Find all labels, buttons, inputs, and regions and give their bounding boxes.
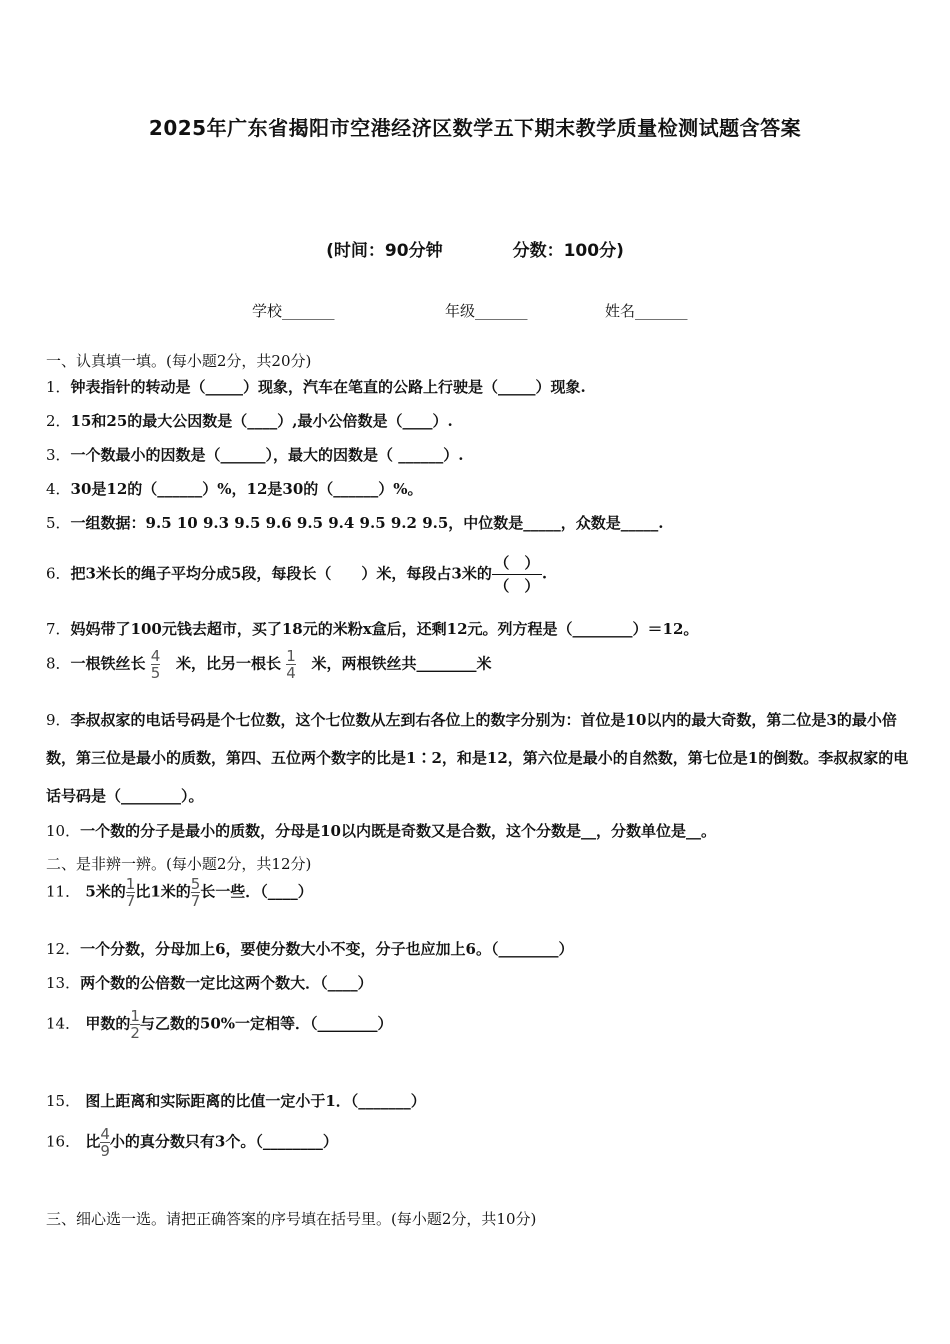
section-1-heading: 一、认真填一填。(每小题2分，共20分) bbox=[46, 352, 312, 370]
fraction: $\frac{1}{7}$ bbox=[125, 875, 136, 910]
question-2: 2．15和25的最大公因数是（____）,最小公倍数是（____）. bbox=[46, 412, 453, 430]
fraction: $\frac{1}{2}$ bbox=[130, 1007, 140, 1042]
fraction: $\frac{4}{5}$ bbox=[150, 647, 161, 682]
question-8: 8．一根铁丝长 $\frac{4}{5}$ 米，比另一根长 $\frac{1}{4}$ 米，两根铁丝共________米 bbox=[46, 647, 492, 682]
exam-time: (时间：90分钟 bbox=[326, 241, 443, 261]
question-5: 5．一组数据：9.5 10 9.3 9.5 9.6 9.5 9.4 9.5 9.2 9.5，中位数是_____，众数是_____. bbox=[46, 514, 664, 532]
question-7: 7．妈妈带了100元钱去超市，买了18元的米粉x盒后，还剩12元。列方程是（________）＝12。 bbox=[46, 620, 699, 638]
question-16: 16． 比 $\frac{4}{9}$ 小的真分数只有3个。（________） bbox=[46, 1125, 338, 1160]
section-3-heading: 三、细心选一选。请把正确答案的序号填在括号里。(每小题2分，共10分) bbox=[46, 1210, 537, 1228]
question-14: 14． 甲数的 $\frac{1}{2}$ 与乙数的50%一定相等．（________） bbox=[46, 1007, 393, 1042]
question-9: 9．李叔叔家的电话号码是个七位数，这个七位数从左到右各位上的数字分别为：首位是10以内的最大奇数，第二位是3的最小倍数，第三位是最小的质数，第四、五位两个数字的比是1∶2，和是12，第六位是最小的自然数，第七位是1的倒数。李叔叔家的电话号码是（________）。 bbox=[46, 711, 909, 805]
fraction: （ ） （ ） bbox=[492, 552, 542, 597]
question-6: 6．把3米长的绳子平均分成5段，每段长（ ）米，每段占3米的（ ） （ ） . bbox=[46, 554, 548, 595]
fraction: $\frac{5}{7}$ bbox=[190, 875, 201, 910]
question-3: 3．一个数最小的因数是（______），最大的因数是（ ______）. bbox=[46, 446, 464, 464]
exam-meta bbox=[0, 236, 950, 261]
fraction: $\frac{4}{9}$ bbox=[100, 1125, 110, 1160]
school-field[interactable]: 学校_______ bbox=[252, 302, 335, 320]
question-1: 1．钟表指针的转动是（_____）现象，汽车在笔直的公路上行驶是（_____）现象. bbox=[46, 378, 586, 396]
question-4: 4．30是12的（______）%，12是30的（______）%。 bbox=[46, 480, 423, 498]
page-title: 2025年广东省揭阳市空港经济区数学五下期末教学质量检测试题含答案 bbox=[148, 116, 802, 140]
exam-score: 分数：100分) bbox=[512, 241, 624, 261]
name-field[interactable]: 姓名_______ bbox=[605, 302, 688, 320]
question-15: 15． 图上距离和实际距离的比值一定小于1．（_______） bbox=[46, 1092, 426, 1110]
section-2-heading: 二、是非辨一辨。(每小题2分，共12分) bbox=[46, 855, 312, 873]
question-13: 13．两个数的公倍数一定比这两个数大．（____） bbox=[46, 974, 373, 992]
question-11: 11． 5米的 $\frac{1}{7}$ 比1米的 $\frac{5}{7}$ 长一些．（____） bbox=[46, 875, 313, 910]
grade-field[interactable]: 年级_______ bbox=[445, 302, 528, 320]
question-10: 10．一个数的分子是最小的质数，分母是10以内既是奇数又是合数，这个分数是__，分数单位是__。 bbox=[46, 822, 716, 840]
fraction: $\frac{1}{4}$ bbox=[286, 647, 296, 682]
question-12: 12．一个分数，分母加上6，要使分数大小不变，分子也应加上6。（________） bbox=[46, 940, 574, 958]
